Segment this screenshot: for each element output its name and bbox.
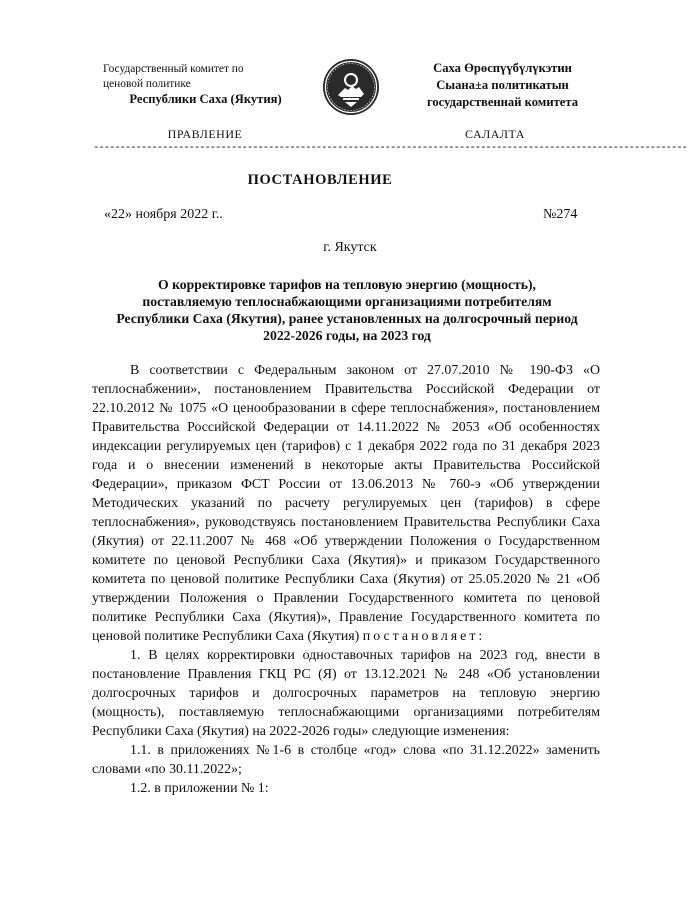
document-heading: О корректировке тарифов на тепловую энергию (мощность), поставляемую теплоснабжающими организациями потребителям Республики Саха (Якутия), ранее установленных на долгосрочный период 2022-2026 годы, на 2023 год [116,277,578,343]
preamble-text: В соответствии с Федеральным законом от 27.07.2010 № 190-ФЗ «О теплоснабжении», постановлением Правительства Российской Федерации от 22.10.2012 № 1075 «О ценообразовании в сфере теплоснабжения», постановлением Правительства Российской Федерации от 14.11.2022 № 2053 «Об особенностях индексации регулируемых цен (тарифов) с 1 декабря 2022 года по 31 декабря 2023 года и о внесении изменений в некоторые акты Правительства Российской Федерации», приказом ФСТ России от 13.06.2013 № 760-э «Об утверждении Методических указаний по расчету регулируемых цен (тарифов) в сфере теплоснабжения», руководствуясь постановлением Правительства Республики Саха (Якутия) от 22.11.2007 № 468 «Об утверждении Положения о Государственном комитете по ценовой Республики Саха (Якутия)» и приказом Государственного комитета по ценовой политике Республики Саха (Якутия) от 25.05.2020 № 21 «Об утверждении Положения о Правлении Государственного комитета по ценовой политике Республики Саха (Якутия)», Правление Государственного комитета по ценовой политике Республики Саха (Якутия) [92,363,600,644]
document-body [92,361,600,798]
coat-of-arms-icon [321,57,381,117]
header-left-line1: Государственный комитет по [103,63,244,75]
header-left-line2: ценовой политике [103,78,191,90]
header-right-line1: Саха Өрөспүүбүлүкэтин [433,61,572,75]
body-paragraph: 1. В целях корректировки одноставочных тарифов на 2023 год, внести в постановление Правления ГКЦ РС (Я) от 13.12.2021 № 248 «Об установлении долгосрочных тарифов и долгосрочных параметров на тепловую энергию (мощность), поставляемую теплоснабжающими организациями потребителям Республики Саха (Якутия) на 2022-2026 годы» следующие изменения: [92,648,600,739]
document-city: г. Якутск [323,240,377,255]
board-label-right: САЛАЛТА [465,127,525,141]
body-paragraph: 1.2. в приложении № 1: [130,781,269,796]
header-left-org [103,62,308,107]
body-paragraph [92,361,600,646]
header-separator: ---------------------------------------------------------------------------------------------------------------- [93,142,687,154]
document-number: №274 [543,207,578,222]
board-label-left: ПРАВЛЕНИЕ [167,127,243,141]
header-right-org [400,60,605,111]
header-right-line2: Сыана±а политикатын [436,78,569,92]
header-left-line3: Республики Саха (Якутия) [129,92,282,106]
document-type-title: ПОСТАНОВЛЕНИЕ [247,172,393,188]
body-paragraph: 1.1. в приложениях №1-6 в столбце «год» слова «по 31.12.2022» заменить словами «по 30.11.2022»; [92,743,600,777]
header-right-line3: государственнай комитета [426,95,579,109]
decree-word: постановляет: [362,629,486,644]
document-date: «22» ноября 2022 г.. [104,207,223,222]
